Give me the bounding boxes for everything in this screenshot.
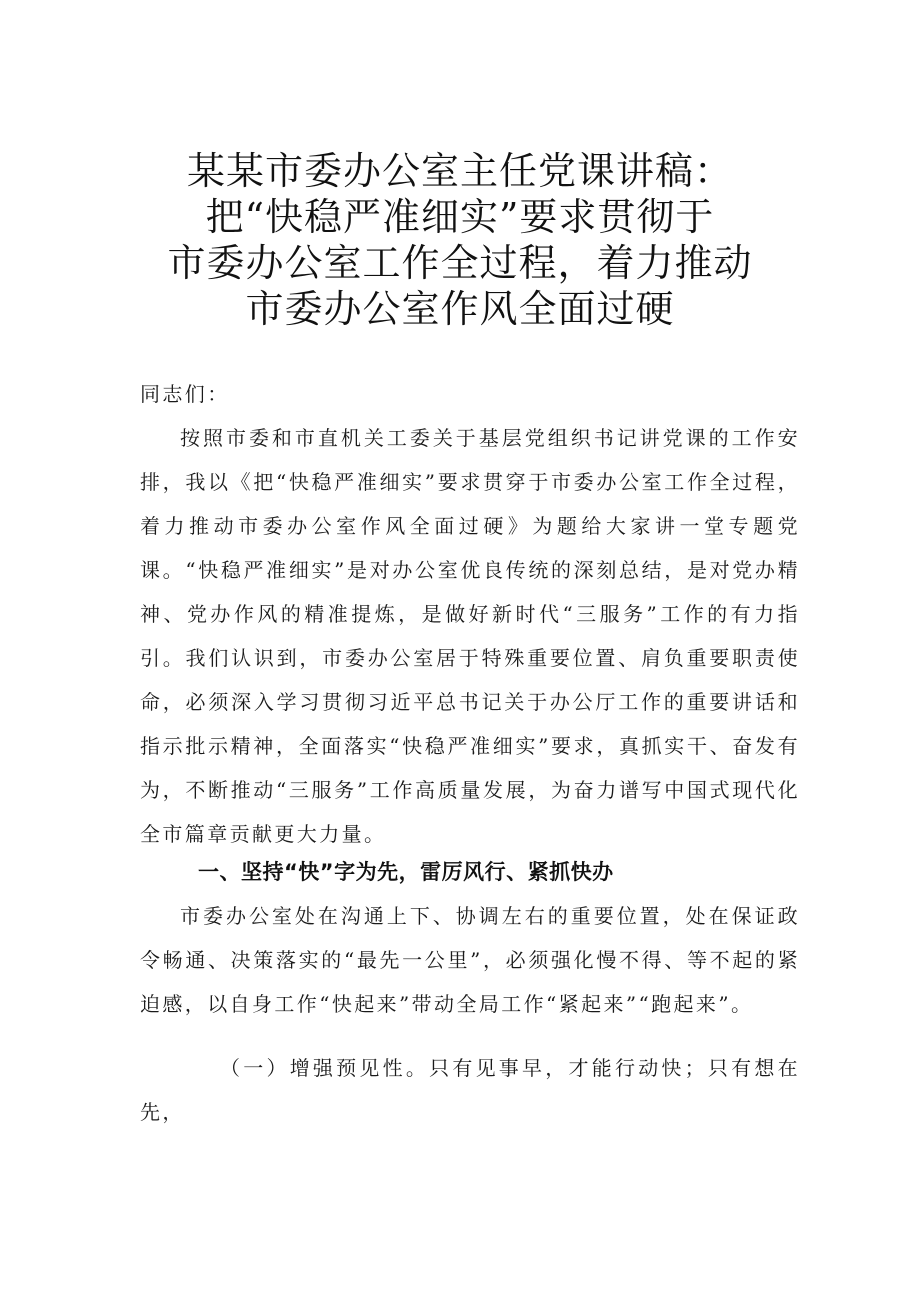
title-line-4: 市委办公室作风全面过硬 xyxy=(245,287,675,331)
section-paragraph: 市委办公室处在沟通上下、协调左右的重要位置，处在保证政令畅通、决策落实的“最先一公里”，必须强化慢不得、等不起的紧迫感，以自身工作“快起来”带动全局工作“紧起来”“跑起来”。 xyxy=(140,904,800,1016)
title-line-2: 把“快稳严准细实”要求贯彻于 xyxy=(205,195,715,239)
section-heading-1: 一、坚持“快”字为先，雷厉风行、紧抓快办 xyxy=(198,860,614,884)
intro-paragraph: 按照市委和市直机关工委关于基层党组织书记讲党课的工作安排，我以《把“快稳严准细实”要求贯穿于市委办公室工作全过程，着力推动市委办公室作风全面过硬》为题给大家讲一堂专题党课。“快稳严准细实”是对办公室优良传统的深刻总结，是对党办精神、党办作风的精准提炼，是做好新时代“三服务”工作的有力指引。我们认识到，市委办公室居于特殊重要位置、肩负重要职责使命，必须深入学习贯彻习近平总书记关于办公厅工作的重要讲话和指示批示精神，全面落实“快稳严准细实”要求，真抓实干、奋发有为，不断推动“三服务”工作高质量发展，为奋力谱写中国式现代化全市篇章贡献更大力量。 xyxy=(140,426,800,846)
subsection-paragraph: （一）增强预见性。只有见事早，才能行动快；只有想在先， xyxy=(140,1056,800,1124)
salutation: 同志们： xyxy=(140,382,230,406)
title-line-3: 市委办公室工作全过程，着力推动 xyxy=(167,241,753,285)
document-title xyxy=(120,148,800,332)
title-line-1: 某某市委办公室主任党课讲稿： xyxy=(186,149,733,193)
